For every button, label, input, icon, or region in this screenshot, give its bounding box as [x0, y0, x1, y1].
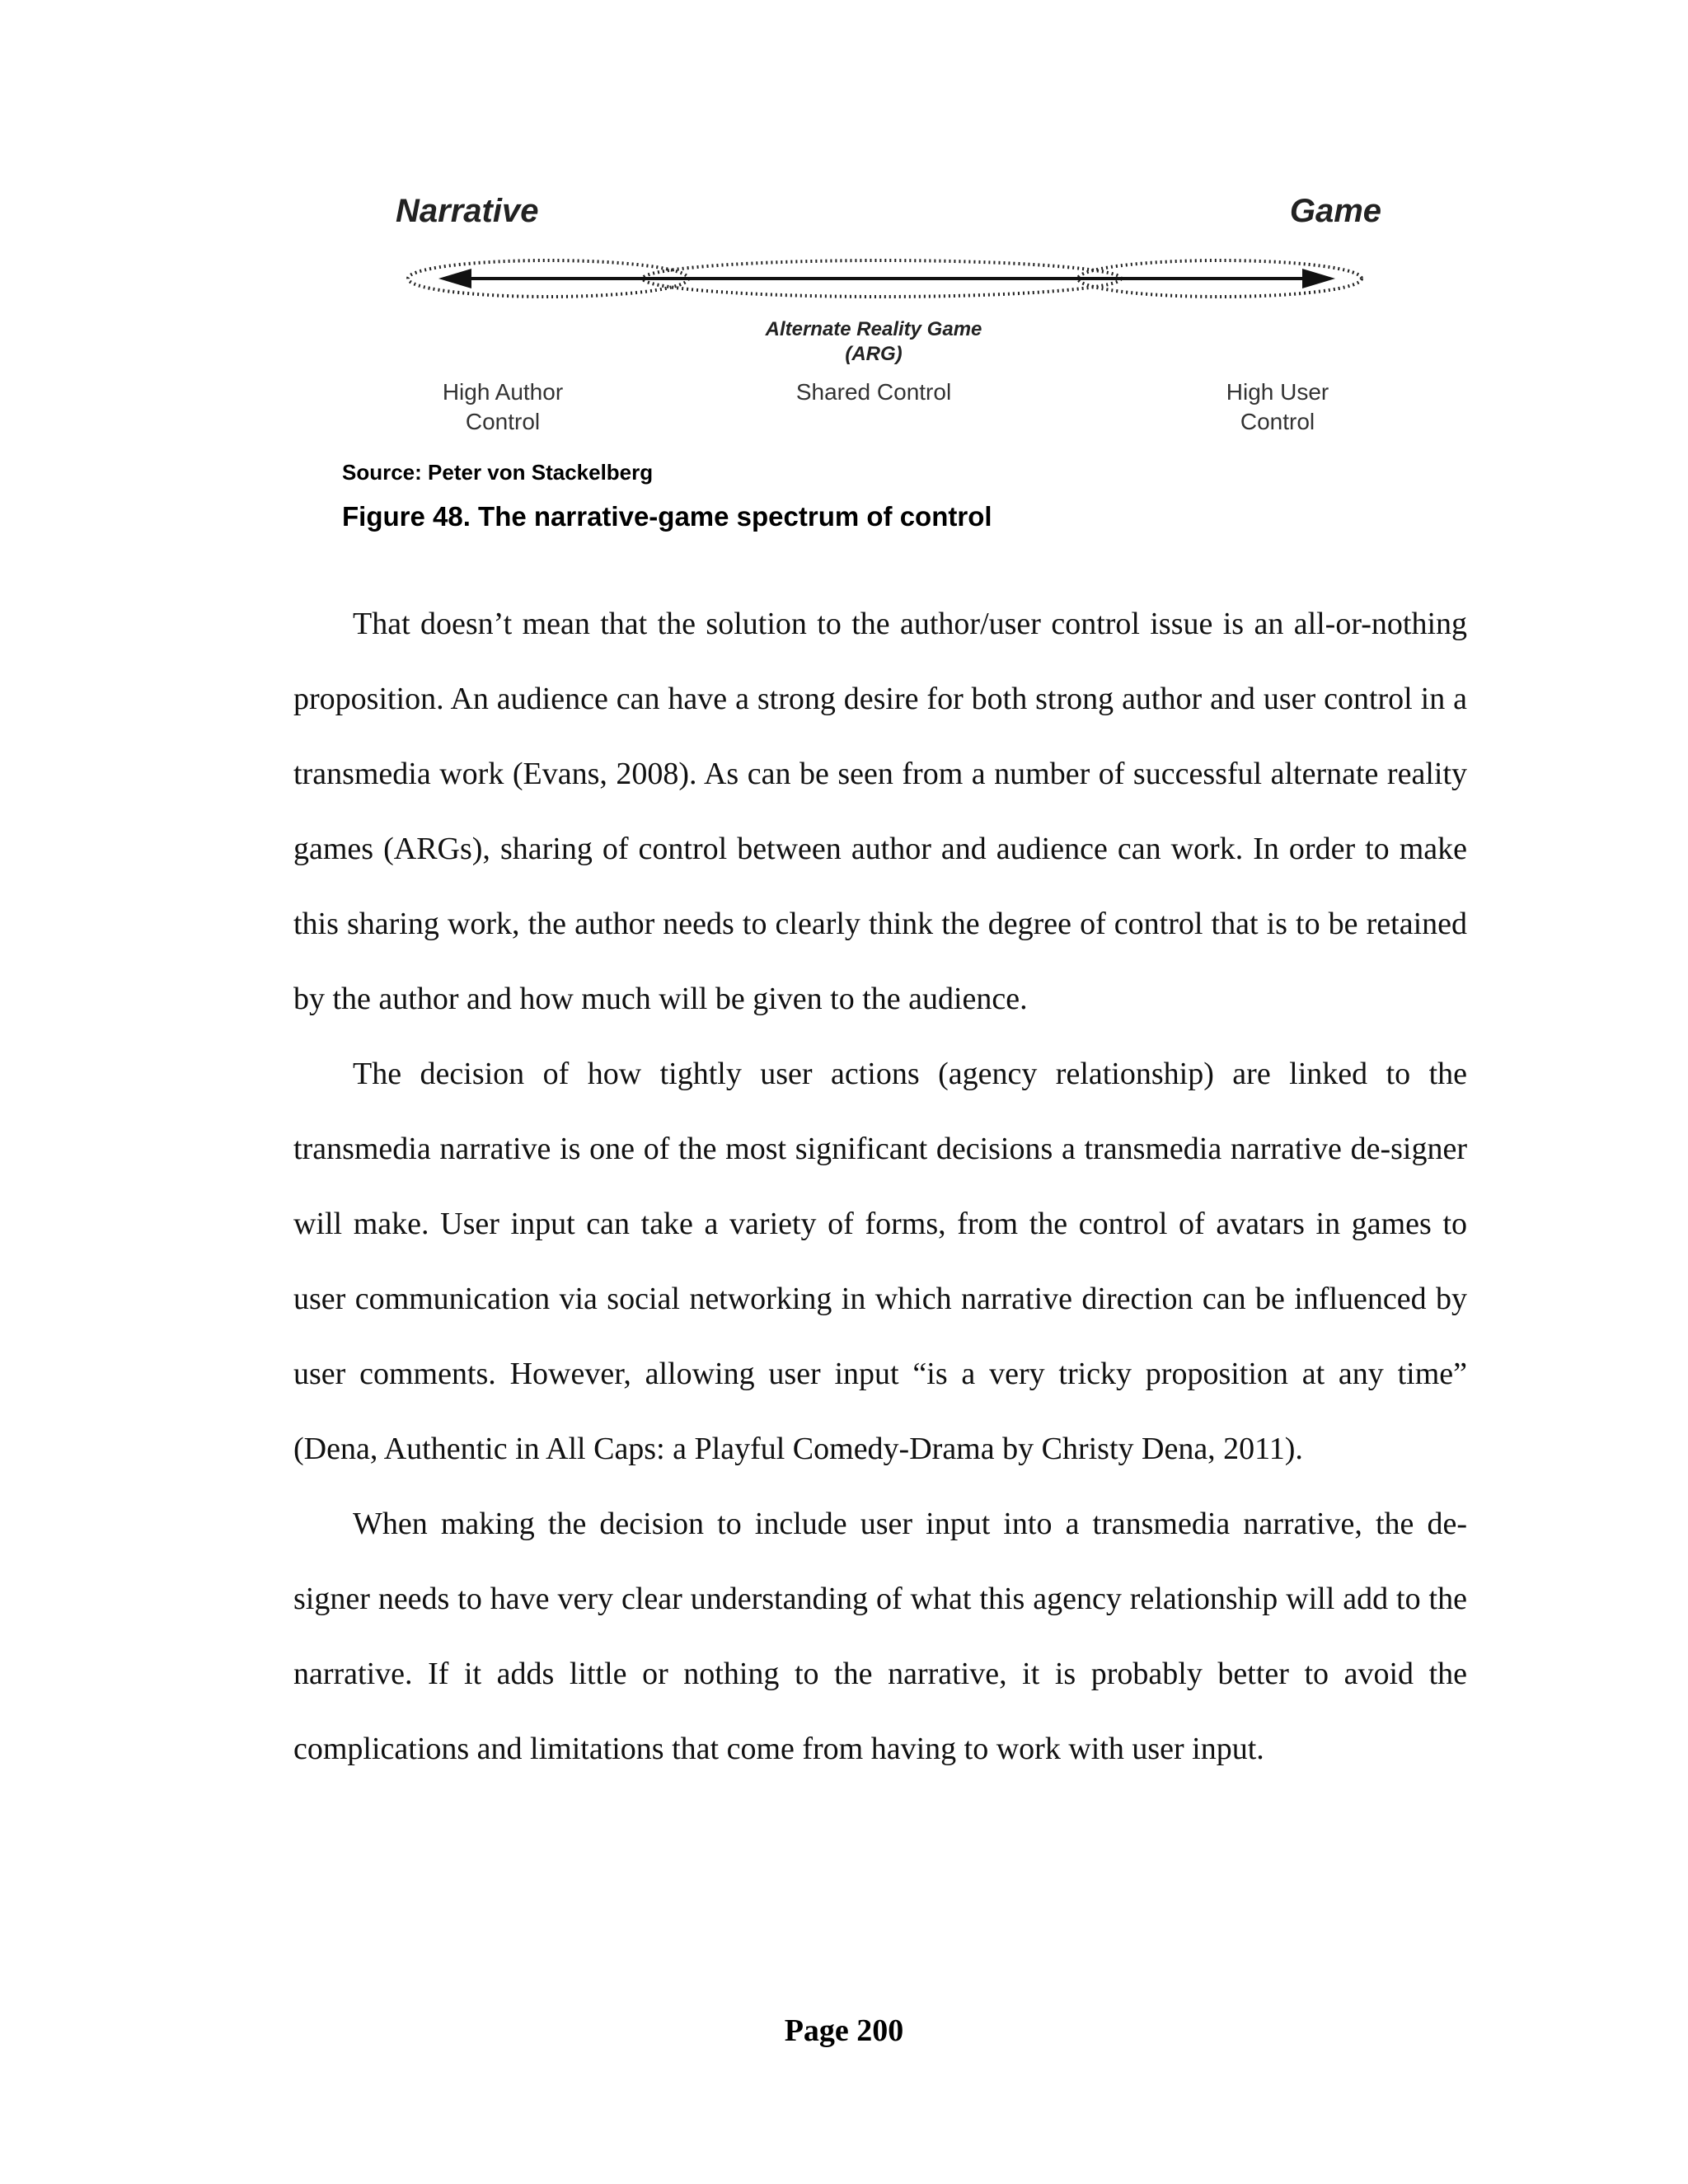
paragraph-3: When making the decision to include user input into a transmedia narrative, the de-signer needs to have very clear understanding of what this agency relationship will add to the narrative. If it adds little or nothing to the narrative, it is probably better to avoid the complications and limitations that come from having to work with user input.	[293, 1507, 1467, 1766]
page-number: Page 200	[784, 2013, 904, 2048]
high-author-line1: High Author	[442, 379, 564, 405]
spectrum-figure	[396, 190, 1385, 453]
high-user-line1: High User	[1226, 379, 1329, 405]
high-author-control-label	[396, 377, 610, 437]
figure-caption: Figure 48. The narrative-game spectrum of control	[342, 501, 992, 532]
shared-control-label: Shared Control	[795, 379, 952, 405]
high-user-control-label	[1170, 377, 1385, 437]
arg-title	[742, 317, 1006, 367]
right-arrowhead	[1302, 269, 1335, 288]
high-user-line2: Control	[1240, 409, 1315, 434]
spectrum-arrow-diagram	[396, 247, 1385, 313]
figure-source: Source: Peter von Stackelberg	[342, 460, 654, 485]
game-label: Game	[1289, 193, 1381, 229]
paragraph-2: The decision of how tightly user actions (agency relationship) are linked to the transmedia narrative is one of the most significant decisions a transmedia narrative de-signer will make. User input can take a variety of forms, from the control of avatars in games to user communication via social networking in which narrative direction can be influenced by user comments. However, allowing user input “is a very tricky proposition at any time” (Dena, Authentic in All Caps: a Playful Comedy-Drama by Christy Dena, 2011).	[293, 1057, 1467, 1466]
left-arrowhead	[438, 269, 471, 288]
body-text	[293, 587, 1467, 1787]
high-author-line2: Control	[465, 409, 541, 434]
arg-title-line2: (ARG)	[845, 343, 903, 365]
arg-title-line1: Alternate Reality Game	[765, 318, 982, 340]
paragraph-1: That doesn’t mean that the solution to the author/user control issue is an all-or-nothing proposition. An audience can have a strong desire for both strong author and user control in a transmedia work (Evans, 2008). As can be seen from a number of successful alternate reality games (ARGs), sharing of control between author and audience can work. In order to make this sharing work, the author needs to clearly think the degree of control that is to be retained by the author and how much will be given to the audience.	[293, 607, 1467, 1016]
narrative-label: Narrative	[396, 193, 539, 229]
